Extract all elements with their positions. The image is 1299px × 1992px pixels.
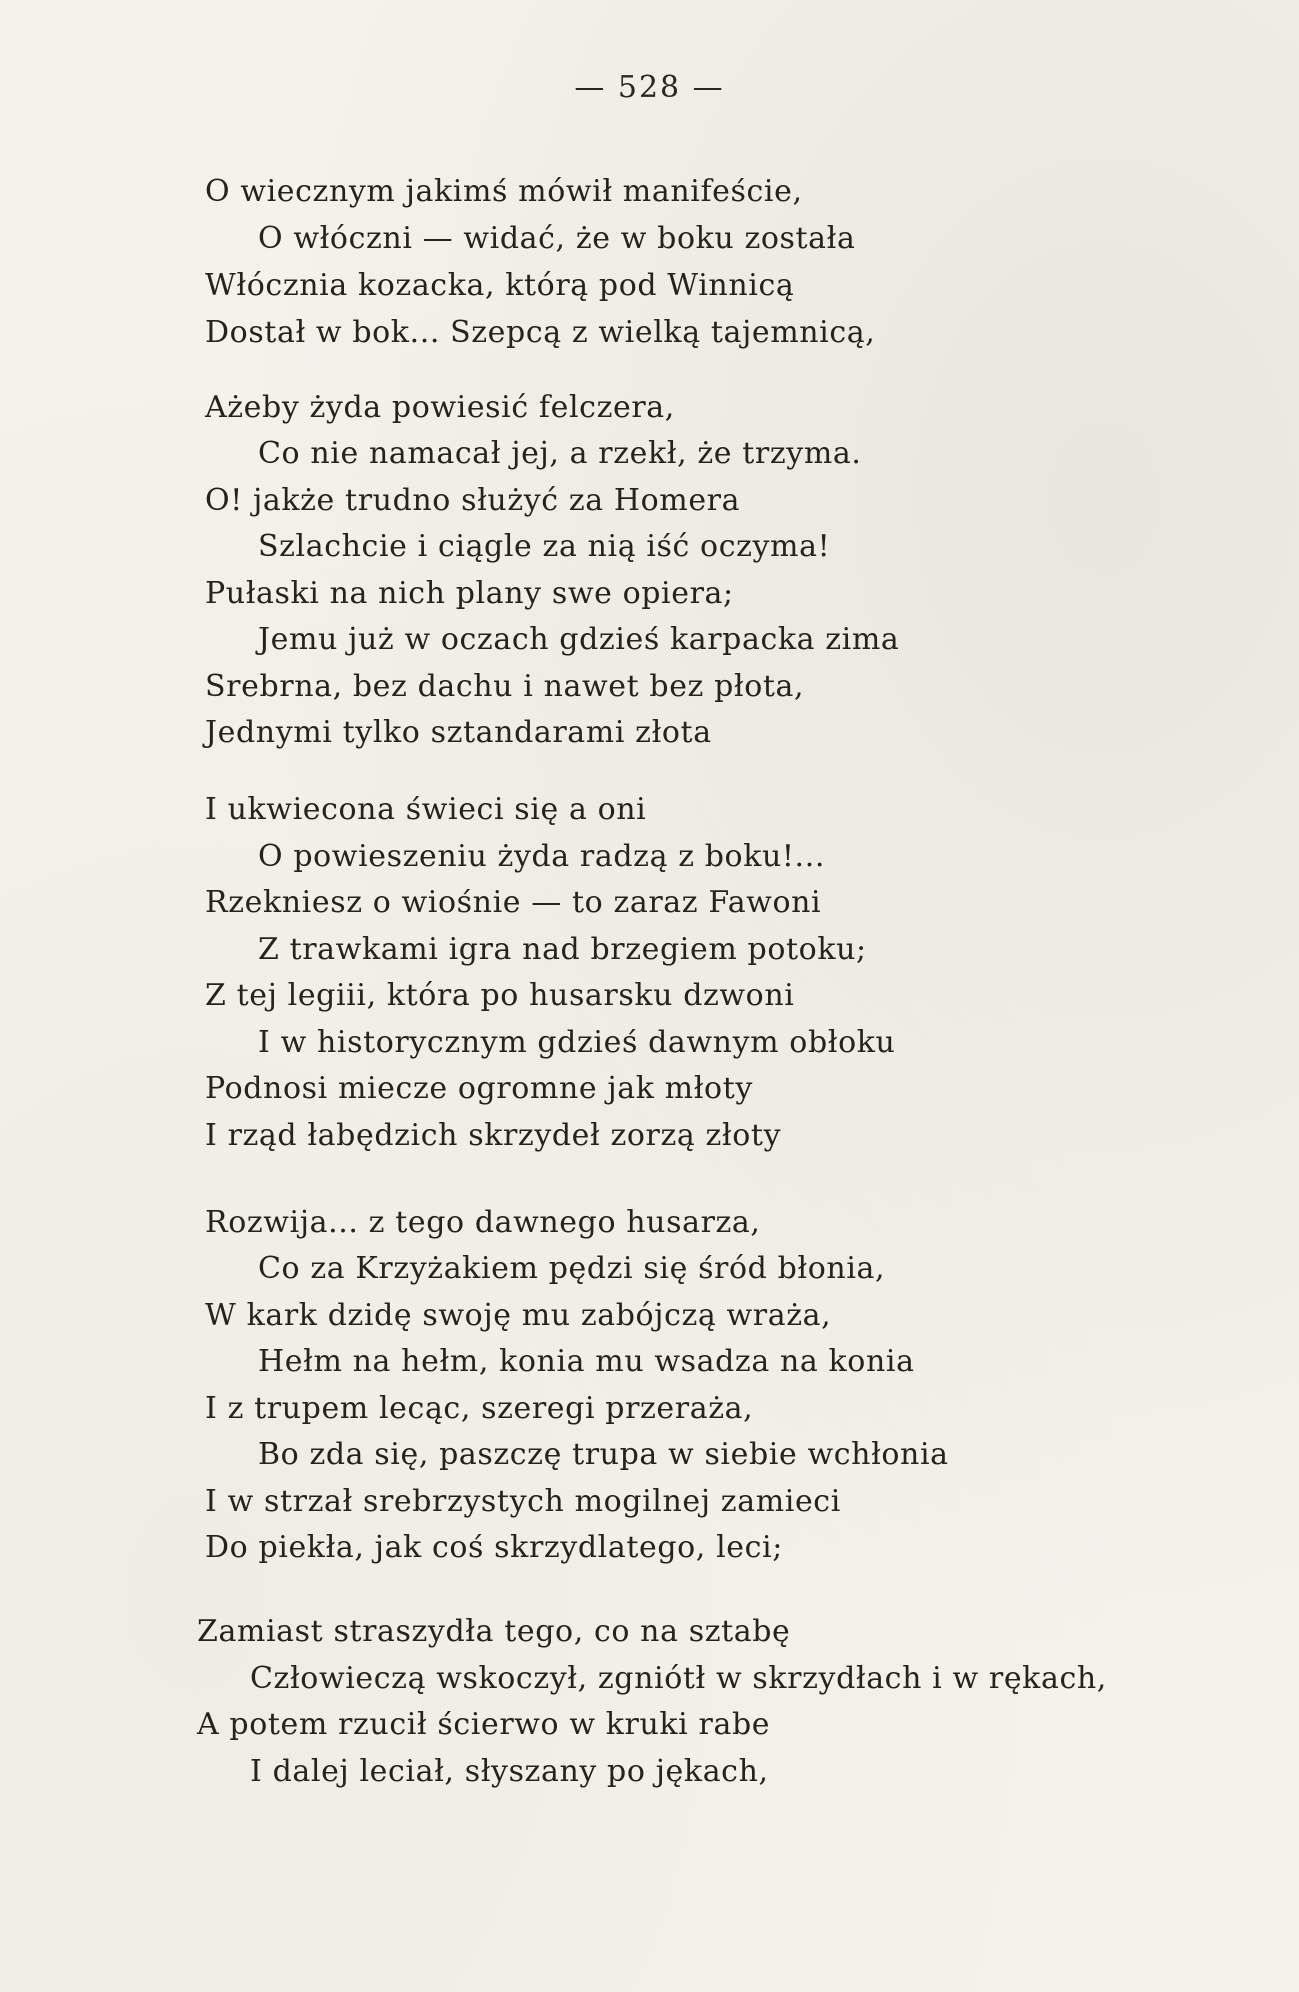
verse-line: Z tej legiii, która po husarsku dzwoni	[205, 978, 795, 1013]
verse-line: I ukwiecona świeci się a oni	[205, 792, 647, 827]
verse-line: Rozwija... z tego dawnego husarza,	[205, 1205, 761, 1240]
verse-line: Jemu już w oczach gdzieś karpacka zima	[258, 622, 900, 657]
verse-line: Hełm na hełm, konia mu wsadza na konia	[258, 1344, 915, 1379]
verse-line: O! jakże trudno służyć za Homera	[205, 483, 741, 518]
verse-line: Zamiast straszydła tego, co na sztabę	[197, 1614, 791, 1649]
verse-line: Ażeby żyda powiesić felczera,	[205, 390, 675, 425]
verse-line: Włócznia kozacka, którą pod Winnicą	[205, 268, 795, 303]
verse-line: Podnosi miecze ogromne jak młoty	[205, 1071, 753, 1106]
verse-line: Szlachcie i ciągle za nią iść oczyma!	[258, 529, 831, 564]
verse-line: W kark dzidę swoję mu zabójczą wraża,	[205, 1298, 832, 1333]
verse-line: Do piekła, jak coś skrzydlatego, leci;	[205, 1530, 783, 1565]
verse-line: I w historycznym gdzieś dawnym obłoku	[258, 1025, 896, 1060]
verse-line: I z trupem lecąc, szeregi przeraża,	[205, 1391, 754, 1426]
verse-line: Pułaski na nich plany swe opiera;	[205, 576, 734, 611]
verse-line: Rzekniesz o wiośnie — to zaraz Fawoni	[205, 885, 822, 920]
verse-line: I dalej leciał, słyszany po jękach,	[250, 1754, 769, 1789]
verse-line: Co za Krzyżakiem pędzi się śród błonia,	[258, 1251, 886, 1286]
verse-line: A potem rzucił ścierwo w kruki rabe	[197, 1707, 771, 1742]
verse-line: O wiecznym jakimś mówił manifeście,	[205, 174, 803, 209]
verse-line: O włóczni — widać, że w boku została	[258, 221, 856, 256]
verse-line: I w strzał srebrzystych mogilnej zamieci	[205, 1484, 841, 1519]
verse-line: Z trawkami igra nad brzegiem potoku;	[258, 932, 867, 967]
page-number: — 528 —	[574, 70, 725, 105]
verse-line: O powieszeniu żyda radzą z boku!...	[258, 839, 825, 874]
verse-line: Dostał w bok... Szepcą z wielką tajemnicą,	[205, 315, 876, 350]
verse-line: Jednymi tylko sztandarami złota	[205, 715, 712, 750]
verse-line: I rząd łabędzich skrzydeł zorzą złoty	[205, 1118, 782, 1153]
verse-line: Bo zda się, paszczę trupa w siebie wchłonia	[258, 1437, 949, 1472]
verse-line: Człowieczą wskoczył, zgniótł w skrzydłach i w rękach,	[250, 1661, 1107, 1696]
verse-line: Co nie namacał jej, a rzekł, że trzyma.	[258, 436, 862, 471]
verse-line: Srebrna, bez dachu i nawet bez płota,	[205, 669, 805, 704]
